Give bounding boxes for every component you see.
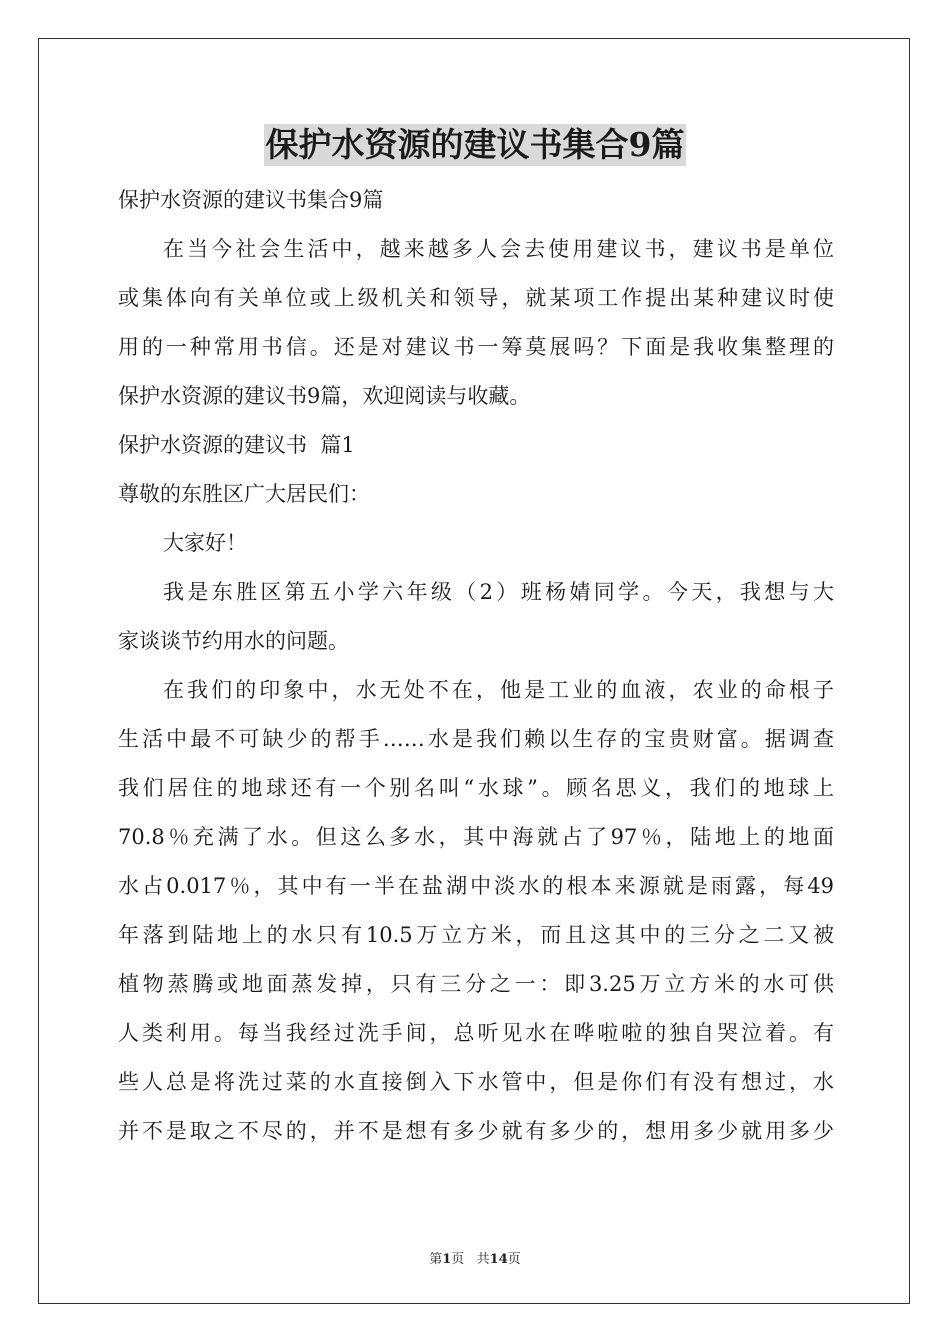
paragraph-line: 或集体向有关单位或上级机关和领导，就某项工作提出某种建议时使 xyxy=(118,286,834,310)
footer-prefix: 第 xyxy=(429,1252,443,1267)
footer-page-total: 14 xyxy=(489,1252,508,1267)
footer-mid: 页 共 xyxy=(451,1252,490,1267)
paragraph-line: 70.8％充满了水。但这么多水，其中海就占了97％，陆地上的地面 xyxy=(118,825,834,849)
paragraph-line: 水占0.017％，其中有一半在盐湖中淡水的根本来源就是雨露，每49 xyxy=(118,874,834,898)
paragraph-line: 生活中最不可缺少的帮手……水是我们赖以生存的宝贵财富。据调查 xyxy=(118,727,834,751)
subtitle-line: 保护水资源的建议书集合9篇 xyxy=(118,188,384,212)
paragraph-line: 年落到陆地上的水只有10.5万立方米，而且这其中的三分之二又被 xyxy=(118,923,834,947)
document-title: 保护水资源的建议书集合9篇 xyxy=(265,125,685,164)
paragraph-line: 家谈谈节约用水的问题。 xyxy=(118,629,349,653)
document-body xyxy=(118,176,834,1156)
paragraph-line: 植物蒸腾或地面蒸发掉，只有三分之一：即3.25万立方米的水可供 xyxy=(118,972,834,996)
paragraph-line: 并不是取之不尽的，并不是想有多少就有多少的，想用多少就用多少 xyxy=(118,1119,834,1143)
page-footer xyxy=(0,1248,950,1267)
paragraph-line: 在我们的印象中，水无处不在，他是工业的血液，农业的命根子 xyxy=(163,678,834,702)
paragraph-line: 用的一种常用书信。还是对建议书一筹莫展吗？下面是我收集整理的 xyxy=(118,335,834,359)
paragraph-line: 我们居住的地球还有一个别名叫“水球”。顾名思义，我们的地球上 xyxy=(118,776,834,800)
section-heading: 保护水资源的建议书 篇1 xyxy=(118,433,355,457)
paragraph-line: 在当今社会生活中，越来越多人会去使用建议书，建议书是单位 xyxy=(163,237,834,261)
greeting: 大家好！ xyxy=(163,531,247,555)
paragraph-line: 些人总是将洗过菜的水直接倒入下水管中，但是你们有没有想过，水 xyxy=(118,1070,834,1094)
paragraph-line: 人类利用。每当我经过洗手间，总听见水在哗啦啦的独自哭泣着。有 xyxy=(118,1021,834,1045)
footer-suffix: 页 xyxy=(507,1252,521,1267)
paragraph-line: 我是东胜区第五小学六年级（2）班杨婧同学。今天，我想与大 xyxy=(163,580,834,604)
footer-page-number: 1 xyxy=(442,1252,452,1267)
title-container xyxy=(0,124,950,166)
paragraph-line: 保护水资源的建议书9篇，欢迎阅读与收藏。 xyxy=(118,384,531,408)
salutation: 尊敬的东胜区广大居民们： xyxy=(118,482,370,506)
